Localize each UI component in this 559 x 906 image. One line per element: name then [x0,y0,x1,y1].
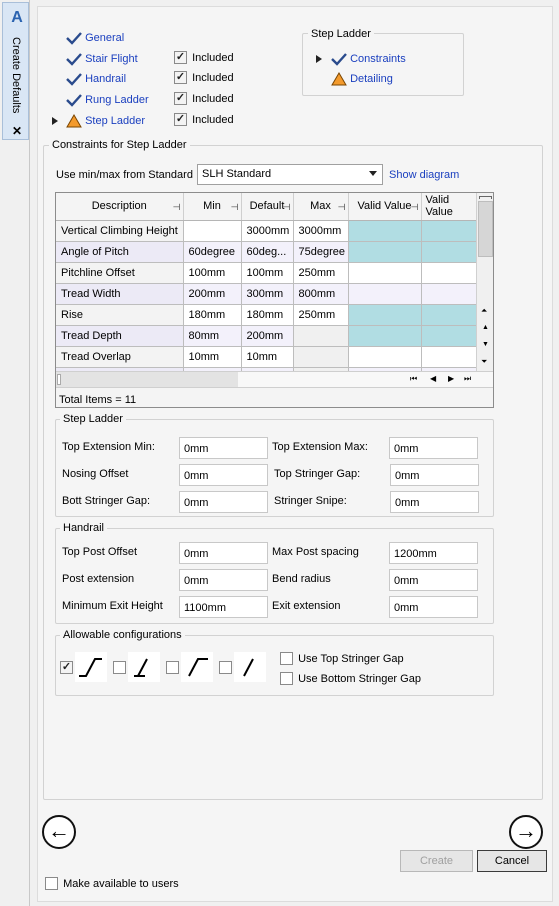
back-button[interactable] [42,815,76,849]
table-cell[interactable] [421,304,477,325]
table-cell[interactable]: Angle of Pitch [56,241,183,262]
make-available-checkbox[interactable] [45,877,58,890]
column-header-max[interactable] [293,193,348,220]
pin-icon[interactable]: ⊣ [410,202,419,212]
table-cell[interactable]: 100mm [183,262,241,283]
column-header-valid-value-2[interactable] [421,193,477,220]
included-checkbox[interactable] [174,92,187,105]
post-extension-label: Post extension [62,573,135,585]
nav-item-label: Step Ladder [85,114,145,127]
exit-extension-label: Exit extension [272,600,341,612]
table-cell[interactable]: 60degree [183,241,241,262]
column-header-min[interactable] [183,193,241,220]
table-cell[interactable]: 800mm [293,283,348,304]
exit-extension-input[interactable]: 0mm [389,596,478,618]
table-cell[interactable] [348,262,421,283]
post-extension-input[interactable]: 0mm [179,569,268,591]
table-cell[interactable]: 250mm [293,304,348,325]
table-cell[interactable] [348,241,421,262]
top-post-offset-input[interactable]: 0mm [179,542,268,564]
make-available-option[interactable] [45,877,179,890]
table-cell[interactable] [421,241,477,262]
table-row[interactable] [56,262,477,283]
table-cell[interactable]: 180mm [183,304,241,325]
table-cell[interactable]: 3000mm [293,220,348,241]
use-bottom-stringer-gap[interactable] [280,672,421,685]
nav-item-handrail[interactable] [66,72,126,86]
subnav-item-label: Constraints [350,52,406,65]
close-icon[interactable]: ✕ [12,124,23,138]
scroll-first-icon[interactable]: ⏶ [481,306,488,315]
included-checkbox[interactable] [174,51,187,64]
table-cell[interactable]: 80mm [183,325,241,346]
table-row[interactable] [56,241,477,262]
arrow-right-icon: → [515,818,537,843]
table-cell[interactable] [183,220,241,241]
table-cell[interactable]: Tread Depth [56,325,183,346]
column-header-description[interactable] [56,193,183,220]
config-2-checkbox[interactable] [113,661,126,674]
column-header-default[interactable] [241,193,293,220]
prev-page-icon[interactable]: ◀ [430,374,437,383]
top-stringer-gap-input[interactable]: 0mm [390,464,479,486]
horizontal-scroll-thumb[interactable] [57,374,61,385]
table-cell[interactable] [421,325,477,346]
included-checkbox[interactable] [174,71,187,84]
config-4-icon [234,652,266,682]
scroll-thumb[interactable] [478,201,493,257]
column-header-label: Min [203,200,221,213]
use-bottom-stringer-gap-checkbox[interactable] [280,672,293,685]
make-available-label: Make available to users [63,877,179,890]
table-cell[interactable]: 75degree [293,241,348,262]
constraints-title: Constraints for Step Ladder [49,139,190,151]
config-1-icon [75,652,107,682]
table-row[interactable] [56,304,477,325]
included-step-ladder[interactable] [174,113,234,126]
handrail-group-title: Handrail [60,522,107,534]
minimum-exit-height-label: Minimum Exit Height [62,600,163,612]
table-cell[interactable]: Pitchline Offset [56,262,183,283]
expand-arrow-icon[interactable] [52,117,58,125]
table-footer [56,387,494,408]
standard-select-value: SLH Standard [202,168,272,180]
bott-stringer-gap-label: Bott Stringer Gap: [62,495,151,507]
pin-icon[interactable]: ⊣ [172,202,181,212]
step-ladder-group-title: Step Ladder [60,413,126,425]
table-cell[interactable]: 200mm [241,325,293,346]
top-post-offset-label: Top Post Offset [62,546,138,558]
next-page-icon[interactable]: ▶ [448,374,455,383]
use-bottom-stringer-gap-label: Use Bottom Stringer Gap [298,672,421,685]
table-cell[interactable]: Rise [56,304,183,325]
last-page-icon[interactable]: ⏭ [464,374,472,383]
config-1-checkbox[interactable] [60,661,73,674]
top-extension-min-label: Top Extension Min: [62,441,155,453]
create-defaults-tab[interactable] [2,2,29,140]
table-cell[interactable]: 60deg... [241,241,293,262]
use-top-stringer-gap-checkbox[interactable] [280,652,293,665]
total-items: Total Items = 11 [59,394,137,406]
pin-icon[interactable]: ⊣ [337,202,346,212]
check-icon [331,52,347,66]
table-cell[interactable] [293,346,348,367]
use-top-stringer-gap[interactable] [280,652,404,665]
table-row[interactable] [56,283,477,304]
table-cell[interactable]: 10mm [241,346,293,367]
included-label: Included [192,92,234,105]
column-header-label: Valid Value [425,194,453,219]
table-cell[interactable]: Tread Width [56,283,183,304]
nav-item-stair-flight[interactable] [66,52,138,66]
table-cell[interactable] [348,220,421,241]
create-button[interactable]: Create [400,850,473,872]
subnav-item-label: Detailing [350,72,393,85]
create-defaults-tab-label: Create Defaults [10,37,22,114]
table-cell[interactable]: 250mm [293,262,348,283]
included-checkbox[interactable] [174,113,187,126]
column-header-valid-value[interactable] [348,193,421,220]
check-icon [66,31,82,45]
show-diagram-link[interactable]: Show diagram [389,169,460,181]
pin-icon[interactable]: ⊣ [230,202,239,212]
vertical-scrollbar[interactable] [476,193,493,371]
step-ladder-subnav-title: Step Ladder [308,28,374,40]
column-header-label: Default [249,200,285,213]
scroll-up-icon[interactable]: ▲ [482,324,489,331]
included-label: Included [192,71,234,84]
bend-radius-label: Bend radius [272,573,331,585]
table-cell[interactable] [348,304,421,325]
arrow-left-icon: ← [48,818,70,843]
warning-icon [66,114,82,128]
pager-bar [238,371,493,387]
next-button[interactable] [509,815,543,849]
nav-item-general[interactable] [66,31,124,45]
table-cell[interactable]: 300mm [241,283,293,304]
included-handrail[interactable] [174,71,234,84]
first-page-icon[interactable]: ⏮ [410,374,418,383]
table-row[interactable] [56,325,477,346]
subnav-item-detailing[interactable] [331,72,393,86]
nav-item-rung-ladder[interactable] [66,93,149,107]
cancel-button[interactable]: Cancel [477,850,547,872]
stringer-snipe-input[interactable]: 0mm [390,491,479,513]
chevron-down-icon [369,171,377,176]
stringer-snipe-label: Stringer Snipe: [274,495,347,507]
table-cell[interactable]: Tread Overlap [56,346,183,367]
nosing-offset-input[interactable]: 0mm [179,464,268,486]
app-logo-icon: A [11,9,23,26]
table-cell[interactable] [421,220,477,241]
table-cell[interactable]: Vertical Climbing Height [56,220,183,241]
allowable-config-title: Allowable configurations [60,629,185,641]
nav-item-label: General [85,31,125,44]
max-post-spacing-label: Max Post spacing [272,546,359,558]
table-cell[interactable]: 180mm [241,304,293,325]
max-post-spacing-input[interactable]: 1200mm [389,542,478,564]
included-stair-flight[interactable] [174,51,234,64]
check-icon [66,52,82,66]
table-cell[interactable] [421,283,477,304]
nav-item-step-ladder[interactable] [66,114,145,128]
side-tab-strip [0,0,30,906]
nav-item-label: Rung Ladder [85,93,149,106]
table-cell[interactable] [421,262,477,283]
standard-select[interactable] [197,164,383,185]
expand-arrow-icon[interactable] [316,55,322,63]
subnav-item-constraints[interactable] [331,52,406,66]
scroll-top-icon[interactable] [479,196,492,199]
config-3-checkbox[interactable] [166,661,179,674]
table-cell[interactable]: 3000mm [241,220,293,241]
scroll-down-icon[interactable]: ▼ [482,341,489,348]
table-row[interactable] [56,346,477,367]
table-cell[interactable]: 200mm [183,283,241,304]
top-extension-max-input[interactable]: 0mm [389,437,478,459]
table-cell[interactable]: 100mm [241,262,293,283]
nav-item-label: Stair Flight [85,52,138,65]
nav-item-label: Handrail [85,72,127,85]
horizontal-scrollbar[interactable] [56,371,238,387]
check-icon [66,72,82,86]
table-cell[interactable] [421,346,477,367]
nosing-offset-label: Nosing Offset [62,468,129,480]
table-row[interactable] [56,220,477,241]
included-label: Included [192,51,234,64]
bott-stringer-gap-input[interactable]: 0mm [179,491,268,513]
column-header-label: Max [310,200,331,213]
warning-icon [331,72,347,86]
included-label: Included [192,113,234,126]
top-stringer-gap-label: Top Stringer Gap: [274,468,361,480]
table-cell[interactable]: 10mm [183,346,241,367]
check-icon [66,93,82,107]
table-cell[interactable] [293,325,348,346]
table-cell[interactable] [348,283,421,304]
use-top-stringer-gap-label: Use Top Stringer Gap [298,652,404,665]
column-header-label: Valid Value [357,200,412,213]
constraints-table [55,192,494,408]
pin-icon[interactable]: ⊣ [282,202,291,212]
top-extension-min-input[interactable]: 0mm [179,437,268,459]
scroll-last-icon[interactable]: ⏷ [481,357,488,366]
minimum-exit-height-input[interactable]: 1100mm [179,596,268,618]
column-header-label: Description [91,200,147,213]
config-3-icon [181,652,213,682]
config-2-icon [128,652,160,682]
bend-radius-input[interactable]: 0mm [389,569,478,591]
included-rung-ladder[interactable] [174,92,234,105]
config-4-checkbox[interactable] [219,661,232,674]
top-extension-max-label: Top Extension Max: [272,441,368,453]
table-cell[interactable] [348,346,421,367]
table-cell[interactable] [348,325,421,346]
standard-label: Use min/max from Standard [56,169,193,181]
